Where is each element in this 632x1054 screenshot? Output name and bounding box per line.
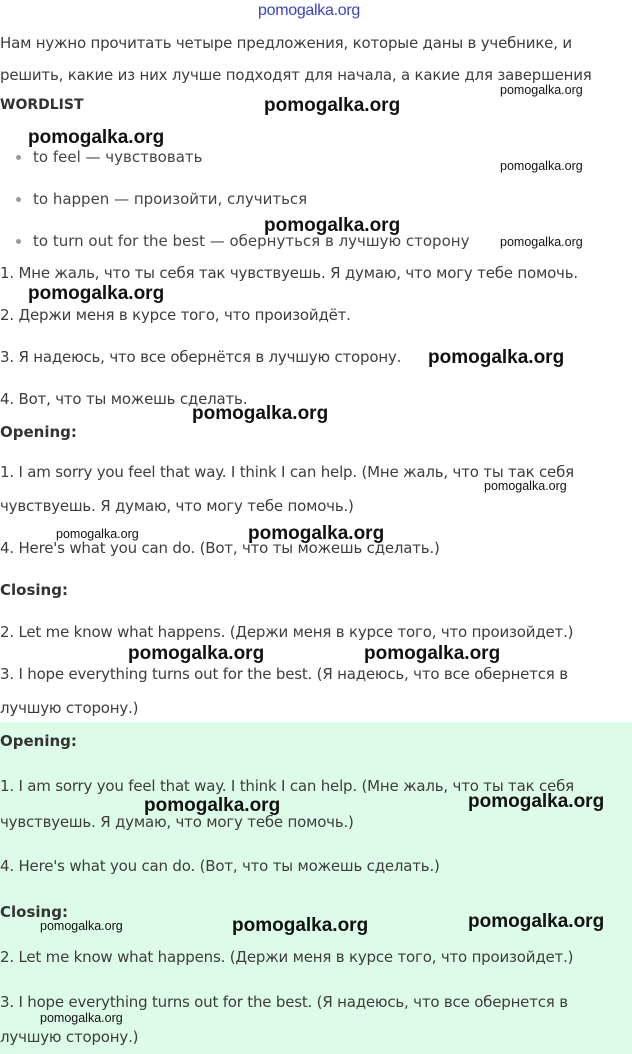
bullet-icon <box>16 197 21 202</box>
opening-heading: Opening: <box>0 423 77 441</box>
opening-1-line-1: 1. I am sorry you feel that way. I think I can help. (Мне жаль, что ты так себя <box>0 463 574 481</box>
watermark: pomogalka.org <box>364 643 501 664</box>
closing-2: 2. Let me know what happens. (Держи меня в курсе того, что произойдет.) <box>0 948 574 966</box>
wordlist-item: to feel — чувствовать <box>16 148 202 166</box>
watermark: pomogalka.org <box>500 83 583 97</box>
wordlist-item: to happen — произойти, случиться <box>16 190 307 208</box>
watermark: pomogalka.org <box>264 215 401 236</box>
intro-line-2: решить, какие из них лучше подходят для начала, а какие для завершения <box>0 66 592 84</box>
opening-4: 4. Here's what you can do. (Вот, что ты можешь сделать.) <box>0 857 440 875</box>
bullet-icon <box>16 155 21 160</box>
watermark: pomogalka.org <box>128 643 265 664</box>
watermark: pomogalka.org <box>248 523 385 544</box>
closing-3-line-2: лучшую сторону.) <box>0 1028 139 1046</box>
watermark: pomogalka.org <box>264 95 401 116</box>
watermark-top: pomogalka.org <box>258 2 360 19</box>
opening-4: 4. Here's what you can do. (Вот, что ты можешь сделать.) <box>0 539 440 557</box>
watermark: pomogalka.org <box>428 347 565 368</box>
intro-line-1: Нам нужно прочитать четыре предложения, которые даны в учебнике, и <box>0 34 572 52</box>
watermark: pomogalka.org <box>56 527 139 541</box>
opening-1-line-2: чувствуешь. Я думаю, что могу тебе помочь.) <box>0 497 354 515</box>
watermark: pomogalka.org <box>484 479 567 493</box>
watermark: pomogalka.org <box>468 791 605 812</box>
sentence-1: 1. Мне жаль, что ты себя так чувствуешь. Я думаю, что могу тебе помочь. <box>0 264 578 282</box>
watermark: pomogalka.org <box>192 403 329 424</box>
closing-3-line-1: 3. I hope everything turns out for the best. (Я надеюсь, что все обернется в <box>0 993 568 1011</box>
watermark: pomogalka.org <box>28 283 165 304</box>
watermark: pomogalka.org <box>232 915 369 936</box>
wordlist-item: to turn out for the best — обернуться в лучшую сторону <box>16 232 469 250</box>
watermark: pomogalka.org <box>144 795 281 816</box>
closing-2: 2. Let me know what happens. (Держи меня в курсе того, что произойдет.) <box>0 623 574 641</box>
closing-heading: Closing: <box>0 581 68 599</box>
watermark: pomogalka.org <box>468 911 605 932</box>
watermark: pomogalka.org <box>28 127 165 148</box>
closing-3-line-2: лучшую сторону.) <box>0 699 139 717</box>
closing-heading: Closing: <box>0 903 68 921</box>
wordlist-heading: WORDLIST <box>0 97 84 113</box>
opening-heading: Opening: <box>0 732 77 750</box>
sentence-2: 2. Держи меня в курсе того, что произойдёт. <box>0 306 351 324</box>
watermark: pomogalka.org <box>40 919 123 933</box>
watermark: pomogalka.org <box>500 235 583 249</box>
sentence-3: 3. Я надеюсь, что все обернётся в лучшую сторону. <box>0 348 402 366</box>
watermark: pomogalka.org <box>500 159 583 173</box>
closing-3-line-1: 3. I hope everything turns out for the best. (Я надеюсь, что все обернется в <box>0 665 568 683</box>
watermark: pomogalka.org <box>40 1011 123 1025</box>
bullet-icon <box>16 239 21 244</box>
opening-1-line-2: чувствуешь. Я думаю, что могу тебе помочь.) <box>0 813 354 831</box>
opening-1-line-1: 1. I am sorry you feel that way. I think I can help. (Мне жаль, что ты так себя <box>0 777 574 795</box>
sentence-4: 4. Вот, что ты можешь сделать. <box>0 390 248 408</box>
